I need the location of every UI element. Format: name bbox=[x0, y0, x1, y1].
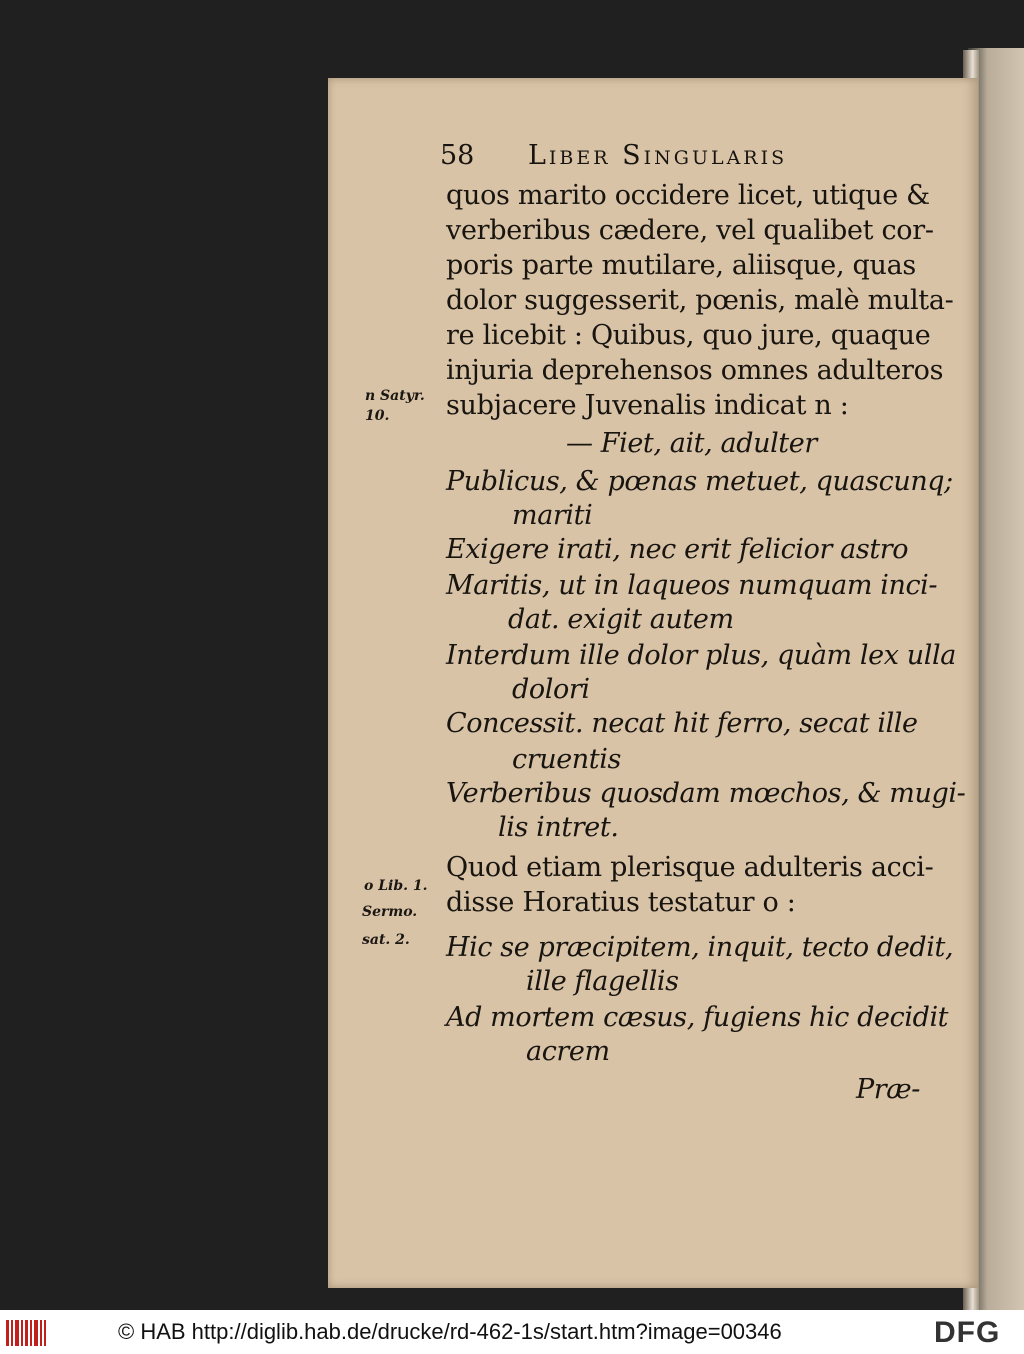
dfg-logo: DFG bbox=[934, 1316, 1001, 1349]
verse-line: dolori bbox=[512, 674, 590, 705]
verse-line: — Fiet, ait, adulter bbox=[566, 428, 817, 459]
margin-note: Sermo. bbox=[362, 904, 418, 920]
margin-note: sat. 2. bbox=[362, 932, 410, 948]
verse-line: lis intret. bbox=[498, 812, 619, 843]
text-line: Quod etiam plerisque adulteris acci- bbox=[446, 852, 934, 883]
text-line: verberibus cædere, vel qualibet cor- bbox=[446, 215, 934, 246]
page-number: 58 bbox=[440, 140, 475, 171]
text-line: disse Horatius testatur o : bbox=[446, 887, 796, 918]
text-line: poris parte mutilare, aliisque, quas bbox=[446, 250, 916, 281]
text-line: dolor suggesserit, pœnis, malè multa- bbox=[446, 285, 954, 316]
running-title: Liber Singularis bbox=[528, 140, 788, 171]
margin-note: n Satyr. bbox=[365, 388, 425, 404]
verse-line: Interdum ille dolor plus, quàm lex ulla bbox=[446, 640, 956, 671]
verse-line: acrem bbox=[526, 1036, 610, 1067]
verse-line: Exigere irati, nec erit felicior astro bbox=[446, 534, 909, 565]
verse-line: cruentis bbox=[512, 744, 621, 775]
library-logo-icon bbox=[6, 1320, 46, 1346]
catchword: Præ- bbox=[856, 1074, 920, 1105]
text-line: re licebit : Quibus, quo jure, quaque bbox=[446, 320, 931, 351]
viewer-footer bbox=[0, 1310, 1024, 1354]
verse-line: Hic se præcipitem, inquit, tecto dedit, bbox=[446, 932, 954, 963]
copyright-link[interactable]: © HAB http://diglib.hab.de/drucke/rd-462-1s/start.htm?image=00346 bbox=[118, 1319, 782, 1344]
text-line: injuria deprehensos omnes adulteros bbox=[446, 355, 944, 386]
verse-line: Maritis, ut in laqueos numquam inci- bbox=[446, 570, 938, 601]
margin-note: 10. bbox=[365, 408, 390, 424]
verse-line: Verberibus quosdam mœchos, & mugi- bbox=[446, 778, 966, 809]
verse-line: mariti bbox=[512, 500, 593, 531]
text-line: quos marito occidere licet, utique & bbox=[446, 180, 930, 211]
verse-line: dat. exigit autem bbox=[508, 604, 734, 635]
verse-line: Publicus, & pœnas metuet, quascunq; bbox=[446, 466, 953, 497]
verse-line: Ad mortem cæsus, fugiens hic decidit bbox=[446, 1002, 949, 1033]
verse-line: ille flagellis bbox=[526, 966, 679, 997]
text-line: subjacere Juvenalis indicat n : bbox=[446, 390, 849, 421]
verse-line: Concessit. necat hit ferro, secat ille bbox=[446, 708, 918, 739]
margin-note: o Lib. 1. bbox=[364, 878, 428, 894]
